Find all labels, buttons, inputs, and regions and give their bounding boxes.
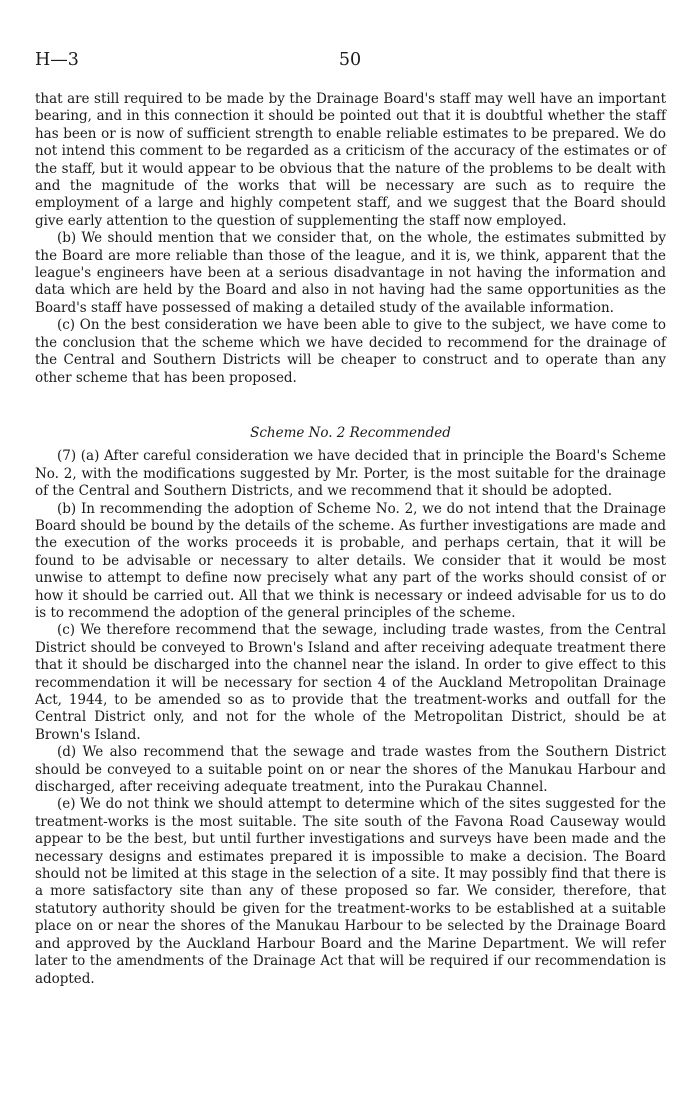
paragraph-6b: (b) We should mention that we consider that, on the whole, the estimates submitted by the Board are more reliable than those of the league, and it is, we think, apparent that the league's engineers have been at a serious disadvantage in not having the information and data which are held by the Board and also in not having had the same opportunities as the Board's staff have possessed of making a detailed study of the available information. [35, 230, 666, 316]
paragraph-7c: (c) We therefore recommend that the sewage, including trade wastes, from the Central District should be conveyed to Brown's Island and after receiving adequate treatment there that it should be discharged into the channel near the island. In order to give effect to this recommendation it will be necessary for section 4 of the Auckland Metropolitan Drainage Act, 1944, to be amended so as to provide that the treatment-works and outfall for the Central District only, and not for the whole of the Metropolitan District, should be at Brown's Island. [35, 622, 666, 743]
paragraph-7d: (d) We also recommend that the sewage and trade wastes from the Southern District should be conveyed to a suitable point on or near the shores of the Manukau Harbour and discharged, after receiving adequate treatment, into the Purakau Channel. [35, 744, 666, 796]
paragraph-continuation: that are still required to be made by the Drainage Board's staff may well have an important bearing, and in this connection it should be pointed out that it is doubtful whether the staff has been or is now of sufficient strength to enable reliable estimates to be prepared. We do not intend this comment to be regarded as a criticism of the accuracy of the estimates or of the staff, but it would appear to be obvious that the nature of the problems to be dealt with and the magnitude of the works that will be necessary are such as to require the employment of a large and highly competent staff, and we suggest that the Board should give early attention to the question of supplementing the staff now employed. [35, 91, 666, 229]
paragraph-7a: (7) (a) After careful consideration we have decided that in principle the Board's Scheme No. 2, with the modifications suggested by Mr. Porter, is the most suitable for the drainage of the Central and Southern Districts, and we recommend that it should be adopted. [35, 448, 666, 500]
paragraph-7e: (e) We do not think we should attempt to determine which of the sites suggested for the treatment-works is the most suitable. The site south of the Favona Road Causeway would appear to be the best, but until further investigations and surveys have been made and the necessary designs and estimates prepared it is impossible to make a decision. The Board should not be limited at this stage in the selection of a site. It may possibly find that there is a more satisfactory site than any of these proposed so far. We consider, therefore, that statutory authority should be given for the treatment-works to be established at a suitable place on or near the shores of the Manukau Harbour to be selected by the Drainage Board and approved by the Auckland Harbour Board and the Marine Department. We will refer later to the amendments of the Drainage Act that will be required if our recommendation is adopted. [35, 796, 666, 987]
page-number: 50 [338, 50, 362, 70]
document-reference: H—3 [35, 50, 79, 70]
page-header [35, 47, 665, 73]
section-heading: Scheme No. 2 Recommended [250, 424, 451, 441]
section-spacer [35, 387, 666, 425]
paragraph-7b: (b) In recommending the adoption of Scheme No. 2, we do not intend that the Drainage Board should be bound by the details of the scheme. As further investigations are made and the execution of the works proceeds it is probable, and perhaps certain, that it will be found to be advisable or necessary to alter details. We consider that it would be most unwise to attempt to define now precisely what any part of the works should consist of or how it should be carried out. All that we think is necessary or indeed advisable for us to do is to recommend the adoption of the general principles of the scheme. [35, 500, 666, 621]
paragraph-6c: (c) On the best consideration we have been able to give to the subject, we have come to the conclusion that the scheme which we have decided to recommend for the drainage of the Central and Southern Districts will be cheaper to construct and to operate than any other scheme that has been proposed. [35, 317, 666, 386]
page-body [35, 91, 666, 988]
